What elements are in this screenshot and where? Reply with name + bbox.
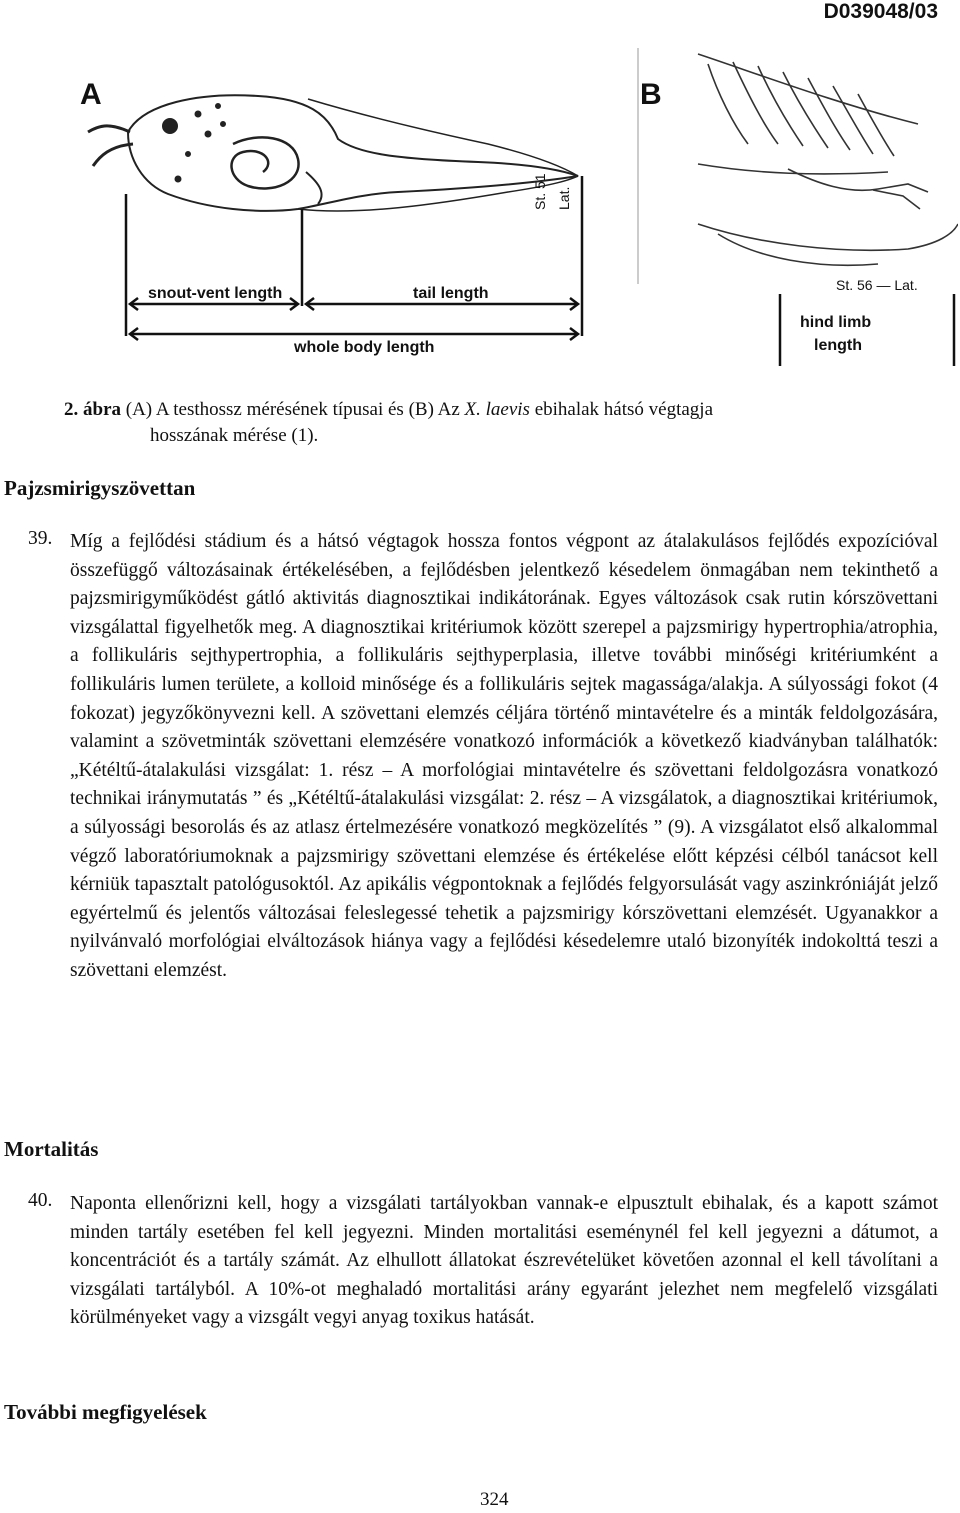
tail-length-label: tail length (413, 285, 489, 302)
document-id: D039048/03 (823, 0, 938, 23)
caption-text-part2: ebihalak hátsó végtagja (529, 399, 714, 420)
paragraph-40: Naponta ellenőrizni kell, hogy a vizsgálati tartályokban vannak-e elpusztult ebihalak, és a kapott számot minden tartály esetében fel kell jegyezni. Minden mortalitási eseménynél fel kell jegyezni a dátumot, a koncentrációt és a tartály számát. Az elhullott állatokat észrevételüket követően azonnal el kell távolítani a vizsgálati tartályból. A 10%-ot meghaladó mortalitási arány egyaránt jelezhet nem megfelelő vizsgálati körülményeket vagy a vizsgált vegyi anyag toxikus hatását. (70, 1193, 938, 1329)
hind-limb-label-line2: length (814, 337, 862, 354)
caption-text-part1: (A) A testhossz mérésének típusai és (B) Az (121, 399, 465, 420)
hind-limb-drawing (698, 54, 958, 265)
tadpole-drawing (88, 95, 578, 211)
figure-illustration (58, 44, 958, 376)
tadpole-measurement-figure (58, 44, 958, 376)
caption-line-2: hosszának mérése (1). (150, 425, 319, 446)
lat-label: Lat. (556, 186, 572, 210)
panel-b-letter: B (640, 78, 662, 111)
paragraph-40-number: 40. (28, 1190, 53, 1211)
paragraph-39: Míg a fejlődési stádium és a hátsó végtagok hossza fontos végpont az átalakulásos fejlődés expozícióval összefüggő változásainak értékelésében, a fejlődésben jelentkező késedelem önmagában nem tekinthető a pajzsmirigyműködést gátló aktivitás diagnosztikai indikátorának. Egyes változások csak rutin kórszövettani vizsgálattal figyelhetők meg. A diagnosztikai kritériumok között szerepel a pajzsmirigy hypertrophia/atrophia, a follikuláris sejthypertrophia, a follikuláris sejthyperplasia, illetve további minőségi kritériumként a follikuláris lumen területe, a kolloid minősége és a follikuláris sejtek magassága/alakja. A súlyossági fokot (4 fokozat) jegyzőkönyvezni kell. A szövettani elemzés céljára történő mintavételre és a minták feldolgozására, valamint a szövetminták szövettani elemzésére vonatkozó információk a következő kiadványban találhatók: „Kétéltű-átalakulási vizsgálat: 1. rész – A morfológiai mintavételre és szövettani feldolgozásra vonatkozó technikai iránymutatás ” és „Kétéltű-átalakulási vizsgálat: 2. rész – A vizsgálatok, a diagnosztikai kritériumok, a súlyossági besorolás és az atlasz értelmezésére vonatkozó megközelítés ” (9). A vizsgálatot első alkalommal végző laboratóriumoknak a pajzsmirigy szövettani elemzése és értékelése előtt képzési célból tanácsot kell kérniük tapasztalt patológusoktól. Az apikális végpontoknak a fejlődés felgyorsulását vagy aszinkróniáját jelző egyértelmű és jelentős változásai feleslegessé tehetik a pajzsmirigy kórszövettani elemzését. Ugyanakkor a nyilvánvaló morfológiai elváltozások hiánya vagy a fejlődési késedelemre utaló bizonyíték indokolttá teszi a szövettani elemzést. (70, 531, 938, 981)
figure-caption (64, 397, 884, 449)
paragraph-39-number: 39. (28, 528, 53, 549)
measurement-lines-a (126, 176, 582, 340)
whole-body-length-label: whole body length (294, 339, 435, 356)
section-heading-other-observations: További megfigyelések (4, 1400, 207, 1424)
page-number: 324 (480, 1489, 509, 1510)
section-heading-thyroid-histology: Pajzsmirigyszövettan (4, 476, 196, 500)
hind-limb-label-line1: hind limb (800, 314, 872, 331)
panel-a-letter: A (80, 78, 102, 111)
caption-species: X. laevis (464, 399, 530, 420)
stage-51-label: St. 51 (532, 173, 548, 210)
caption-lead: 2. ábra (64, 399, 121, 420)
section-heading-mortality: Mortalitás (4, 1137, 99, 1161)
stage-56-label: St. 56 — Lat. (836, 277, 918, 293)
snout-vent-length-label: snout-vent length (148, 285, 283, 302)
